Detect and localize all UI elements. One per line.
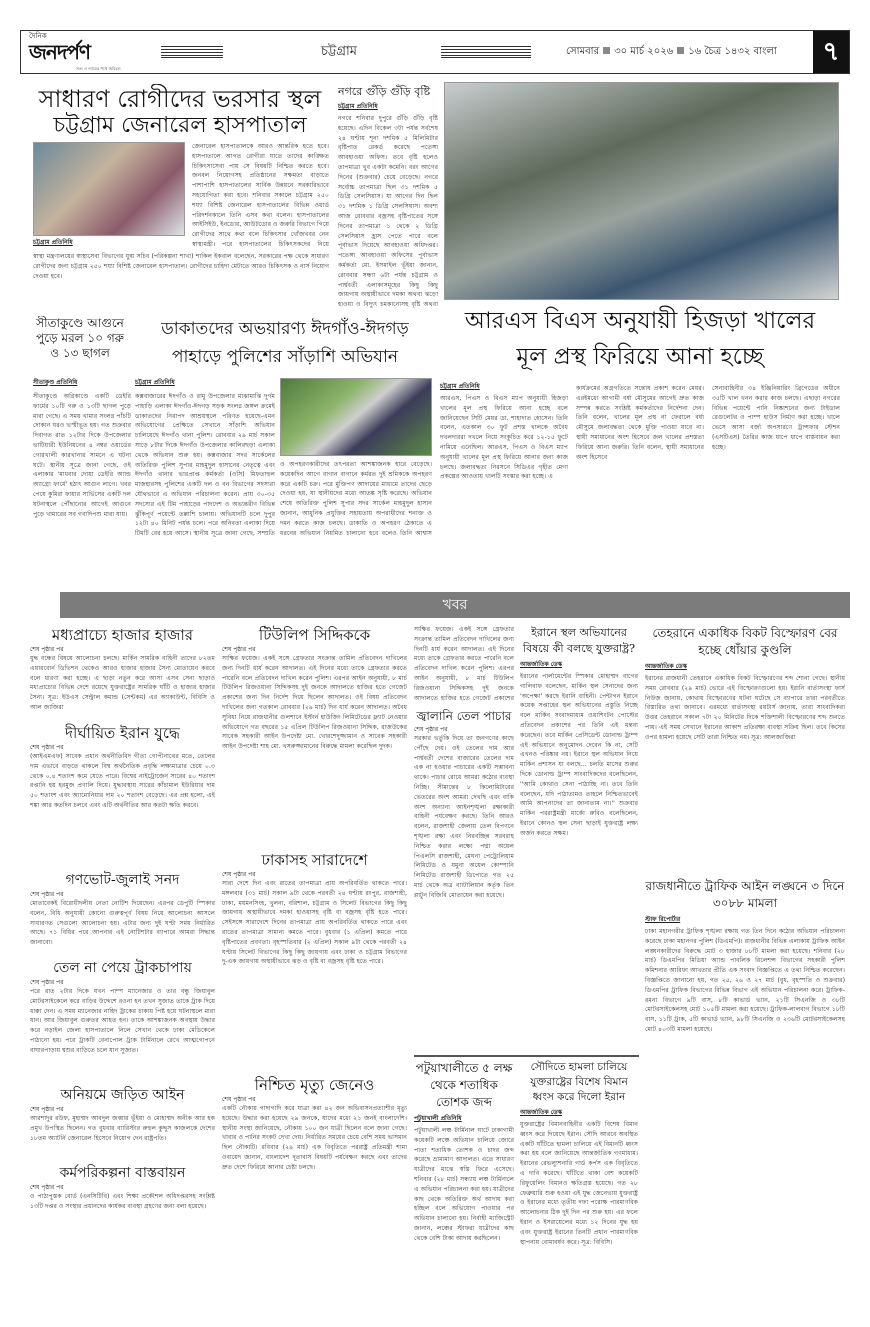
news-item (30, 625, 215, 723)
khobor-column-2 (222, 625, 407, 1320)
saudi-byline: আন্তর্জাতিক ডেস্ক (520, 1109, 562, 1116)
saudi-body: যুক্তরাষ্ট্রের বিমানবাহিনীর একটি বিশেষ বিমান ধ্বংস করে দিয়েছে ইরান। সৌদি আরবে অবস্থিত একটি ঘাঁটিতে হামলা চালিয়ে এই বিমানটি ধ্বংস করা হয় বলে জানিয়েছে আন্তর্জাতিক গণমাধ্যম। ইরানের রেভল্যুশনারি গার্ড কর্পস এক বিবৃতিতে এ দাবি করেছে। ঘাঁটিতে থাকা বেশ কয়েকটি রিফুয়েলিং বিমানও ক্ষতিগ্রস্ত হয়েছে। গত ২৮ ফেব্রুয়ারি শুরু হওয়া এই যুদ্ধ জেনেভায় যুক্তরাষ্ট্র ও ইরানের মধ্যে তৃতীয় দফা পরোক্ষ পারমাণবিক আলোচনার ঠিক দুই দিন পর শুরু হয়। এর ফলে ইরান ও ইসরায়েলের মধ্যে ১২ দিনের যুদ্ধ হয় এবং যুক্তরাষ্ট্র ইরানের তিনটি প্রধান পারমাণবিক স্থাপনায় বোমাবর্ষণ করে। সূত্র: বিবিসি। (520, 1121, 638, 1246)
hospital-photo (33, 142, 185, 236)
sitakunda-byline: সীতাকুণ্ড প্রতিনিধি (33, 379, 78, 386)
iran-ground-body: ইরানের পার্লামেন্টের স্পিকার মোহাম্মদ বাগের গালিবাফ বলেছেন, মার্কিন স্থল সেনাদের জন্য 'অপেক্ষা' করছে ইরানি বাহিনী। পেন্টাগন ইরানে কয়েক সপ্তাহের স্থল অভিযানের প্রস্তুতি নিচ্ছে বলে মার্কিন সংবাদমাধ্যম ওয়াশিংটন পোস্টের প্রতিবেদন প্রকাশের পর তিনি এই মন্তব্য করেছেন। তবে মার্কিন প্রেসিডেন্ট ডোনাল্ড ট্রাম্প এই অভিযানে অনুমোদন দেবেন কি না, সেটি এখনও পরিষ্কার নয়। ইরানে স্থল অভিযান নিয়ে মার্কিন প্রশাসন যা বলছে... চলতি মাসের শুরুর দিকে ডোনাল্ড ট্রাম্প সাংবাদিকদের বলেছিলেন, ''আমি কোথাও সেনা পাঠাচ্ছি না। তবে তিনি বলেছেন, যদি পাঠাতামও তাহলে নিশ্চিতভাবেই আমি আপনাদের তা জানাতাম না।'' শুক্রবার মার্কিন পররাষ্ট্রমন্ত্রী মার্কো রুবিও বলেছিলেন, ইরানে কোনও স্থল সেনা ছাড়াই যুক্তরাষ্ট্র লক্ষ্য অর্জন করতে সক্ষম। (520, 673, 638, 837)
news-body: মোতাবেকই বিরোধীদলীয় নেতা নোটিশ দিয়েছেন। এরপর ডেপুটি স্পিকার বলেন, বিধি অনুযায়ী কোনো গুরুত্বপূর্ণ বিষয় নিয়ে আলোচনা আসলে সাধারণত সেগুলো আলোচনা হয়। এটার জন্য দুই ঘণ্টা সময় নির্ধারিত আছে। ৭১ বিধির পরে আপনার এই নোটিশটার ব্যাপারে আমরা সিদ্ধান্ত জানাবো। (30, 900, 215, 947)
news-body: সারা দেশে দিন এবং রাতের তাপমাত্রা প্রায় অপরিবর্তিত থাকতে পারে। মঙ্গলবার (৩১ মার্চ) সকাল ৯টা থেকে পরবর্তী ২৪ ঘণ্টায় রংপুর, রাজশাহী, ঢাকা, ময়মনসিংহ, খুলনা, বরিশাল, চট্টগ্রাম ও সিলেট বিভাগের কিছু কিছু জায়গায় অস্থায়ীভাবে দমকা হাওয়াসহ বৃষ্টি বা বজ্রসহ বৃষ্টি হতে পারে। সেইসঙ্গে সারাদেশে দিনের তাপমাত্রা প্রায় অপরিবর্তিত থাকতে পারে এবং রাতের তাপমাত্রা সামান্য কমতে পারে। বুধবার (১ এপ্রিল) কমতে পারে বৃষ্টিপাতের প্রবণতা। বৃহস্পতিবার (২ এপ্রিল) সকাল ৯টা থেকে পরবর্তী ২৪ ঘণ্টায় সিলেট বিভাগের কিছু কিছু জায়গায় এবং ঢাকা ও চট্টগ্রাম বিভাগের দু-এক জায়গায় অস্থায়ীভাবে ঝড় ও বৃষ্টি বা বজ্রসহ বৃষ্টি হতে পারে। (222, 880, 407, 966)
news-headline[interactable]: মধ্যপ্রাচ্যে হাজার হাজার (51, 626, 194, 644)
dakat-headline-1[interactable]: ডাকাতদের অভয়ারণ্য ঈদগাঁও-ঈদগড় (161, 319, 409, 339)
news-body: সাক্ষির ফয়েজ। একই সঙ্গে গ্রেফতার সংক্রান্ত তামিল প্রতিবেদন দাখিলের জন্য দিনটি ধার্য করেন আদালত। এই দিনের মধ্যে তাকে গ্রেফতার করতে পারেনি বলে প্রতিবেদন দাখিল করেন পুলিশ। এরপর আইন অনুযায়ী, ৮ মার্চ টিউলিপ রিজওয়ানা সিদ্দিকসহ দুই জনকে আদালতে হাজির হতে গেজেট প্রকাশের (414, 626, 514, 702)
traffic-byline: স্টাফ রিপোর্টার (645, 916, 681, 923)
masthead (20, 30, 850, 74)
hospital-headline-2[interactable]: চট্টগ্রাম জেনারেল হাসপাতাল (53, 113, 307, 138)
news-headline[interactable]: জ্বালানি তেল পাচার (416, 709, 512, 723)
paper-logo[interactable]: জনদর্পণ (29, 40, 91, 64)
right-column (645, 625, 845, 1320)
news-body: সাক্ষির ফয়েজ। একই সঙ্গে গ্রেফতার সংক্রান্ত তামিল প্রতিবেদন দাখিলের জন্য দিনটি ধার্য করেন আদালত। এই দিনের মধ্যে তাকে গ্রেফতার করতে পারেনি বলে প্রতিবেদন দাখিল করেন পুলিশ। এরপর আইন অনুযায়ী, ৮ মার্চ টিউলিপ রিজওয়ানা সিদ্দিকসহ দুই জনকে আদালতে হাজির হতে গেজেট প্রকাশের জন্য দিন নির্দেশ দিয়ে ছিলেন আদালত। ওই বিষয় প্রতিবেদন দাখিলের জন্য গতকাল রোববার (২৯ মার্চ) দিন ধার্য করেন আদালত। অবৈধ সুবিধা নিয়ে রাজধানীর গুলশানে ইস্টার্ন হাউজিং লিমিটেডের ফ্ল্যাট নেওয়ার অভিযোগে গত বছরের ১৫ এপ্রিল টিউলিপ রিজওয়ানা সিদ্দিক, রাজউকের সাবেক সহকারী আইন উপদেষ্টা মো. খোরশেদুজ্জামান ও সাবেক সহকারী আইন উপদেষ্টা শাহ মো. খসরুজ্জামানের বিরুদ্ধে মামলা করেছিল দুদক। (222, 655, 407, 751)
news-item (222, 625, 407, 850)
continued-label: শেষ পৃষ্ঠার পর (222, 871, 256, 878)
section-bar-khobor: খবর (60, 592, 850, 618)
dakat-body: কক্সবাজারের ঈদগাঁও ও রামু উপজেলার মাঝামাঝি দুর্গম পাহাড়ি এলাকা ঈদগাঁও-ঈদগড় সড়ক সংলগ্ন জঙ্গল ক্রমেই ডাকাতদের নিরাপদ আশ্রয়স্থলে পরিণত হয়েছে-এমন অভিযোগের প্রেক্ষিতে সেখানে সাঁড়াশি অভিযান চালিয়েছে ঈদগাঁও থানা পুলিশ। রোববার ২৯ মার্চ সকাল সাড়ে ৮টার দিকে ঈদগাঁও উপজেলার কালিরছড়া এলাকা থেকে অভিযান শুরু হয়। কক্সবাজার সদর সার্কেলের অতিরিক্ত পুলিশ সুপার মাহমুদুল হাসানের নেতৃত্বে এবং ঈদগাঁও থানার ভারপ্রাপ্ত কর্মকর্তা (ওসি) মিফতাহুল মাজহারসহ পুলিশের একটি দল ও বন বিভাগের সদস্যরা যৌথভাবে এ অভিযান পরিচালনা করেন। প্রায় ৩০-৩৫ সদস্যের এই টিম পাহাড়ের পাদদেশ ও অভ্যন্তরীণ বিভিন্ন ঝুঁকিপূর্ণ পয়েন্টে তল্লাশি চালায়। অভিযানটি চলে দুপুর ১২টা ৪০ মিনিট পর্যন্ত চলে। পরে অনিবতা এলাকা দিয়ে টিমটি বের হয়ে আসে। স্থানীয় সূত্রে জানা গেছে, সম্প্রতি (135, 393, 275, 538)
section-name: চট্টগ্রাম (321, 44, 357, 59)
patuakhali-headline[interactable]: পটুয়াখালীতে ৫ লক্ষ থেকে শতাধিক তোশক জব্দ (415, 1061, 513, 1109)
iran-ground-article (520, 625, 638, 1050)
dakat-body-right: ও অপহরণকারীদের তৎপরতা আশঙ্কাজনক হারে বেড়েছে। কয়েকদিন আগে বাগান বাগানে কর্মরত দুই শ্রমিককে অপহরণ করে একটি চক্র। পরে মুক্তিপণ আদায়ের মাধ্যমে তাদের ছেড়ে দেওয়া হয়, যা স্থানীয়দের মধ্যে আতঙ্ক সৃষ্টি করেছে। অভিযান শেষে অতিরিক্ত পুলিশ সুপার সদর সার্কেল মাহমুদুল হাসান জানান, আধুনিক প্রযুক্তির সহায়তায় অপরাধীদের শনাক্ত ও দমন করতে কাজ চলছে। ডাকাতি ও অপহরণ ঠেকাতে এ ধরনের অভিযান নিয়মিত চালানো হবে বলেও তিনি আশ্বাস (280, 461, 432, 537)
divider (414, 1055, 639, 1057)
iran-ground-headline[interactable]: ইরানে স্থল অভিযানের বিষয়ে কী বলছে যুক্তরাষ্ট্র? (522, 626, 636, 655)
square-separator-icon (677, 47, 684, 54)
khobor-column-1 (30, 625, 215, 1320)
news-headline[interactable]: গণভোট-জুলাই সনদ (65, 872, 180, 888)
fuel-smuggling-body: সরকার ভর্তুকি দিয়ে তা জনগণের কাছে পৌঁছে দেয়। ওই তেলের দাম আর পার্শ্ববর্তী দেশের বাজারের তেলের দাম এক না হওয়ার পাচারের একটি সম্ভাবনা থাকে। পাচার রোধে আমরা কঠোর ব্যবস্থা নিচ্ছি। সীমান্তের ৮ কিলোমিটারের ভেতরের অংশ আমরা দেখছি এবং বাকি অংশ অন্যান্য আইনশৃঙ্খলা রক্ষাকারী বাহিনী পর্যবেক্ষণ করছে। তিনি আরও বলেন, রাজশাহী জেলায় তেল বিপণনে শৃঙ্খলা রক্ষা এবং নিরবচ্ছিন্ন সরবরাহ নিশ্চিত করার লক্ষ্যে পদ্মা অয়েল পিএলসি রাজশাহী, মেঘনা পেট্রোলিয়াম লিমিটেড ও যমুনা অয়েল কোম্পানি লিমিটেড রাজশাহী ডিপোতে গত ২৫ মার্চ থেকে অত্র ব্যাটালিয়ান কর্তৃক তিন প্লাটুন বিজিবি মোতায়েন করা হয়েছে। (414, 735, 514, 899)
hijra-headline-1[interactable]: আরএস বিএস অনুযায়ী হিজড়া খালের (464, 308, 816, 334)
news-headline[interactable]: টিউলিপ সিদ্দিককে (258, 626, 371, 644)
news-body: (আইএমএফ) সাবেক প্রধান অর্থনীতিবিদ গীতা গোপীনাথের মতে, তেলের দাম এভাবে বাড়তে থাকলে বিশ্ব অর্থনৈতিক প্রবৃদ্ধি লক্ষ্যমাত্রার চেয়ে ০.৩ থেকে ০.৪ শতাংশ কমে যেতে পারে। বিশ্বের নাইট্রোজেন সারের ৪০ শতাংশ রপ্তানি হয় হরমুজ প্রণালি দিয়ে। যুদ্ধাবস্থায় সারের কাঁচামাল ইউরিয়ার দাম ৫০ শতাংশ এবং অ্যামোনিয়ার দাম ২০ শতাংশ বেড়েছে। এর প্রশ্ন হলো, এই শঙ্কা আর কতদিন চলবে এবং এটি অর্থনীতির আর কতটা ক্ষতি করবে। (30, 753, 215, 809)
continued-label: শেষ পৃষ্ঠার পর (30, 1106, 64, 1113)
continued-label: শেষ পৃষ্ঠার পর (30, 979, 64, 986)
news-headline[interactable]: কর্মপরিকল্পনা বাস্তবায়ন (59, 1165, 186, 1181)
news-item (30, 723, 215, 870)
news-body: আরশাদুর রউফ, মুহাম্মদ আবদুল জব্বার ভূঁইয়া ও মোহাম্মদ অনীক আর হক প্রমুখ উপস্থিত ছিলেন। গত বুধবার ব্যারিস্টার রুহুল কুদ্দুস কাজলকে দেশের ১৮তম অ্যাটর্নি জেনারেল হিসেবে নিয়োগ দেন রাষ্ট্রপতি। (30, 1115, 215, 1142)
news-headline[interactable]: দীর্ঘায়িত ইরান যুদ্ধে (65, 724, 180, 742)
rain-headline[interactable]: নগরে গুঁড়ি গুঁড়ি বৃষ্টি (338, 85, 431, 98)
dateline (566, 45, 777, 59)
continued-label: শেষ পৃষ্ঠার পর (30, 744, 64, 751)
news-item (222, 1075, 407, 1300)
patuakhali-article (414, 1060, 514, 1320)
hospital-byline: চট্টগ্রাম প্রতিনিধি (33, 239, 73, 246)
news-headline[interactable]: নিশ্চিত মৃত্যু জেনেও (254, 1076, 375, 1094)
hospital-body: জেনারেল হাসপাতালকে আরও আন্তরিক হতে হবে। হাসপাতালে আগত রোগীরা যাতে তাদের কাঙ্ক্ষিত চিকিৎসাসেবা পায় সে বিষয়টি নিশ্চিত করতে হবে। জনবল নিয়োগসহ প্রতিষ্ঠানের সক্ষমতা বাড়াতে পাশাপাশি হাসপাতালের সার্বিক উন্নয়নে সরকারিভাবে সহযোগিতা করা হবে। শনিবার সকালে চট্টগ্রাম ২৫০ শয্যা বিশিষ্ট জেনারেল হাসপাতালের বিভিন্ন ওয়ার্ড পরিদর্শনকালে তিনি এসব কথা বলেন। হাসপাতালের আইসিইউ, ইনডোর, আউটডোর ও জরুরি বিভাগে গিয়ে রোগীদের সাথে কথা বলে চিকিৎসার খোঁজখবর নেন স্বাস্থ্যমন্ত্রী। পরে হাসপাতালের চিকিৎসকদের নিয়ে (192, 143, 329, 248)
news-item (30, 958, 215, 1085)
tehran-body: ইরানের রাজধানী তেহরানে একাধিক বিকট বিস্ফোরণের শব্দ শোনা গেছে। স্থানীয় সময় রোববার (২৯ মার্চ) ভোরে এই বিস্ফোরণগুলো হয়। ইরানি বার্তাসংস্থা ফার্স নিউজ জানায়, কোথায় বিস্ফোরণের ঘটনা ঘটেছে সে ব্যাপারে তারা পরবর্তীতে বিস্তারিত তথ্য জানাবে। এরমধ্যে বার্তাসংস্থা রয়টার্স জানায়, তারা সাংবাদিকরা উত্তর তেহরানে সকাল ৭টা ২০ মিনিটের দিকে শক্তিশালী বিস্ফোরণের শব্দ শুনতে পায়। এই সময় সেখানে ইরানের আকাশ প্রতিরক্ষা ব্যবস্থা সক্রিয় ছিল। তবে কিসের ওপর হামলা হয়েছে সেটি তারা নিশ্চিত নয়। সূত্র: আলজাজিরা (645, 675, 845, 741)
iran-ground-byline: আন্তর্জাতিক ডেস্ক (520, 661, 562, 668)
continued-label: শেষ পৃষ্ঠার পর (222, 1096, 256, 1103)
decorative-rules-left (161, 46, 223, 58)
sitakunda-headline[interactable]: সীতাকুণ্ডে আগুনে পুড়ে মরল ১০ গরু ও ১৩ ছাগল (36, 316, 124, 360)
weekday: সোমবার (566, 46, 600, 57)
news-body: যুদ্ধ বন্ধের বিষয়ে আলোচনা চলছে। মার্কিন সামরিক বাহিনী তাদের ৮২তম এয়ারবোর্ন ডিভিশন থেকেও আরও হাজার হাজার সৈন্য মোতায়েন করবে বলে ধারণা করা হচ্ছে। এ ছাড়া নতুন করে আসা এসব সেনা ছাড়াও মধ্যপ্রাচ্যের বিভিন্ন দেশে রয়েছে যুক্তরাষ্ট্রের সামরিক ঘাঁটি ও হাজার হাজার সৈন্য। সূত্র: ইউএস সেন্ট্রাল কমান্ড (সেন্টকম) এর অ্যাকাউন্ট, বিবিসি ও আল জাজিরা (30, 655, 215, 711)
hijra-body-col1: আরএস, পিএস ও বিএস ম্যাপ অনুযায়ী হিজড়া খালের মূল প্রস্থ ফিরিয়ে আনা হচ্ছে বলে জানিয়েছেন সিটি মেয়র ডা. শাহাদাত হোসেন। তিনি বলেন, এতকাল ৩০ ফুট প্রশস্ত খালকে অবৈধ দখলদাররা দখলে নিয়ে সংকুচিত করে ১২-১৫ ফুটে নামিয়ে এনেছিল। আরএস, পিএস ও বিএস ম্যাপ অনুযায়ী খালের মূল প্রস্থ ফিরিয়ে আনার জন্য কাজ চলছে। জলাবদ্ধতা নিরসনে সিডিএর গৃহীত মেগা প্রকল্পের আওতায় খালটি সংস্কার করা হচ্ছে। এ (440, 395, 568, 481)
news-item (30, 1085, 215, 1163)
tehran-byline: আন্তর্জাতিক ডেস্ক (645, 663, 687, 670)
paper-tagline: সত্য ও ন্যায়ের পথে অবিচল (76, 66, 121, 71)
saudi-article (520, 1060, 638, 1320)
continued-label: শেষ পৃষ্ঠার পর (30, 646, 64, 653)
continued-label: শেষ পৃষ্ঠার পর (414, 726, 448, 733)
continued-label: শেষ পৃষ্ঠার পর (30, 891, 64, 898)
news-item (30, 870, 215, 958)
hospital-body-lower: স্বাস্থ্য মন্ত্রণালয়ের স্বাস্থ্যসেবা বিভাগের যুগ্ম সচিব (পরিকল্পনা শাখা) শাকিল ইকবাল বলেছেন, সরকারের পক্ষ থেকে সাধারণ রোগীদের জন্য চট্টগ্রাম ২৫০ শয্যা বিশিষ্ট জেনারেল হাসপাতাল। রোগীদের চাহিদা মেটাতে আরও চিকিৎসক ও নার্স নিয়োগ দেওয়া হবে। (33, 253, 329, 280)
rain-body: নগরে শনিবার দুপুরে গুঁড়ি গুঁড়ি বৃষ্টি হয়েছে। এদিন বিকেল ৩টা পর্যন্ত সর্বশেষ ২৪ ঘণ্টায় শূন্য দশমিক ৫ মিলিমিটার বৃষ্টিপাত রেকর্ড করেছে পতেঙ্গা আবহাওয়া অফিস। তবে বৃষ্টি হলেও তাপমাত্রা খুব একটা কমেনি। বরং আগের দিনের (শুক্রবার) চেয়ে বেড়েছে। নগরে সর্বোচ্চ তাপমাত্রা ছিল ৩১ দশমিক ৫ ডিগ্রি সেলসিয়াস। যা আগের দিন ছিল ৩১ দশমিক ১ ডিগ্রি সেলসিয়াস। অবশ্য আজ রোববার বজ্রসহ বৃষ্টিপাতের সঙ্গে দিনের তাপমাত্রা ১ থেকে ২ ডিগ্রি সেলসিয়াস হ্রাস পেতে পারে বলে পূর্বাভাস দিয়েছে আবহাওয়া অধিদপ্তর। পতেঙ্গা আবহাওয়া অফিসের পূর্বাভাস কর্মকর্তা মো. ইসমাইল ভূঁইয়া জানান, রোববার সন্ধ্যা ৬টা পর্যন্ত চট্টগ্রাম ও পার্শ্ববর্তী এলাকাসমূহের কিছু কিছু জায়গায় অস্থায়ীভাবে দমকা অথবা ঝড়ো হাওয়া ও বিদ্যুৎ চমকানোসহ বৃষ্টি অথবা (338, 115, 438, 309)
news-item (30, 1163, 215, 1231)
bangla-date: ১৬ চৈত্র ১৪৩২ বাংলা (688, 46, 777, 57)
patuakhali-body: পটুয়াখালী লঞ্চ টার্মিনাল ঘাটে ঢাকাগামী কয়েকটি লঞ্চে অভিযান চালিয়ে জোরে পাতা শতাধিক তোশক ও চাদর জব্দ করেছে ভ্রাম্যমাণ আদালত। এতে সাধারণ যাত্রীদের মাঝে স্বস্তি ফিরে এসেছে। শনিবার (২৮ মার্চ) সন্ধ্যায় লঞ্চ টার্মিনালে এ অভিযান পরিচালনা করা হয়। যাত্রীদের কাছ থেকে অতিরিক্ত অর্থ আদায় করা হচ্ছিল বলে অভিযোগ পাওয়ার পর অভিযান চালানো হয়। নির্বাহী ম্যাজিস্ট্রেট জানান, লঞ্চের স্টাফরা যাত্রীদের কাছ থেকে বেশি টাকা আদায় করছিলেন। (414, 1127, 514, 1242)
rain-byline: চট্টগ্রাম প্রতিনিধি (338, 103, 378, 110)
decorative-rules-right (441, 46, 531, 58)
traffic-body: ঢাকা মহানগরীর ট্রাফিক শৃঙ্খলা রক্ষায় গত তিন দিনে কঠোর অভিযান পরিচালনা করেছে ঢাকা মহানগর পুলিশ (ডিএমপি)। রাজধানীর বিভিন্ন এলাকায় ট্রাফিক আইন লঙ্ঘনকারীদের বিরুদ্ধে মোট ৩ হাজার ৮৮টি মামলা করা হয়েছে। শনিবার (২৮ মার্চ) ডিএমপির মিডিয়া অ্যান্ড পাবলিক রিলেশন্স বিভাগের সহকারী পুলিশ কমিশনার আরিফা আখতার প্রীতি এক সংবাদ বিজ্ঞপ্তিতে এ তথ্য নিশ্চিত করেছেন। বিজ্ঞপ্তিতে জানানো হয়, গত ২৫, ২৬ ও ২৭ মার্চ (বুধ, বৃহস্পতি ও শুক্রবার) ডিএমপির ট্রাফিক বিভাগের বিভিন্ন বিভাগ এই অভিযান পরিচালনা করে। ট্রাফিক-রমনা বিভাগে ৯টি বাস, ৮টি কাভার্ড ভ্যান, ২১টি সিএনজি ও ৩৮টি মোটরসাইকেলসহ মোট ১০৫টি মামলা করা হয়েছে। ট্রাফিক-লালবাগ বিভাগে ১৮টি বাস, ১১টি ট্রাক, ৫টি কাভার্ড ভ্যান, ৯৮টি সিএনজি ও ২৩৬টি মোটরসাইকেলসহ মোট ৪০৩টি মামলা হয়েছে। (645, 928, 845, 1033)
dakat-headline-2[interactable]: পাহাড়ে পুলিশের সাঁড়াশি অভিযান (171, 347, 399, 367)
hijra-body-col2: কার্যক্রমের অগ্রগতিতে সন্তোষ প্রকাশ করেন মেয়র। এরইমধ্যে আগামী বর্ষা মৌসুমের আগেই দ্রুত কাজ সম্পন্ন করতে সংশ্লিষ্ট কর্মকর্তাদের নির্দেশনা দেন। তিনি বলেন, খালের মূল প্রস্থ না ফেরালে বর্ষা মৌসুমে জলাবদ্ধতা থেকে মুক্তি পাওয়া যাবে না। স্থায়ী সমাধানের অংশ হিসেবে জল খালের প্রশস্ততা ফিরিয়ে আনা জরুরি। তিনি বলেন, স্থায়ী সমাধানের অংশ হিসেবে (576, 385, 704, 461)
news-body: একটি নৌকায় গাদাগাদি করে যাত্রা করা ৪২ জন অভিবাসনপ্রত্যাশীর মৃত্যু হয়েছে। উদ্ধার করা হয়েছে ২৯ জনকে, যাদের মধ্যে ২১ জনই বাংলাদেশি। স্থানীয় সংস্থা জানিয়েছে, নৌকায় ১০০ জন যাত্রী ছিলেন বলে জানা গেছে। খাবার ও পানির সংকট দেখা দেয়। নির্ধারিত সময়ের চেয়ে বেশি সময় ভাসমান ছিল নৌকাটি। রবিবার (২৯ মার্চ) এক বিবৃতিতে পররাষ্ট্র প্রতিমন্ত্রী শামা ওবায়েদ জানান, বাংলাদেশ দূতাবাস বিষয়টি পর্যবেক্ষণ করছে এবং তাদের দ্রুত দেশে ফিরিয়ে আনার চেষ্টা চলছে। (222, 1105, 407, 1171)
khobor-column-3 (414, 625, 514, 1050)
news-headline[interactable]: ঢাকাসহ সারাদেশে (261, 851, 368, 869)
hijra-canal-photo (444, 82, 839, 300)
news-body: পরে রাত ২টার দিকে যখন পাম্প ম্যানেজার ও তার বন্ধু জিয়াবুল মোটরসাইকেলে করে বাড়ির উদ্দেশে রওনা হন তখন সুজাত তাকে ট্রাক দিয়ে ধাক্কা দেন। এ সময় ম্যানেজার নাহিদ ট্রাকের চাকায় পিষ্ট হয়ে ঘটনাস্থলে মারা যান। আর জিয়াবুল গুরুতর আহত হন। তাকে আশঙ্কাজনক অবস্থায় উদ্ধার করে নড়াইল জেলা হাসপাতালে নিলে সেখান থেকে ঢাকা মেডিকেলে পাঠানো হয়। পরে ট্রাকটি বেনাপোল ট্রাক টার্মিনালে রেখে আত্মগোপনে বাঘারপাড়ায় শ্বশুর বাড়িতে চলে যান সুজাত। (30, 988, 215, 1054)
dakat-photo (280, 378, 432, 456)
patuakhali-byline: পটুয়াখালী প্রতিনিধি (414, 1115, 462, 1122)
continued-label: শেষ পৃষ্ঠার পর (222, 646, 256, 653)
tehran-headline[interactable]: তেহরানে একাধিক বিকট বিস্ফোরণ বের হচ্ছে ধোঁয়ার কুণ্ডলি (652, 626, 838, 657)
page-number: ৭ (813, 31, 849, 73)
traffic-headline[interactable]: রাজধানীতে ট্রাফিক আইন লঙ্ঘনে ৩ দিনে ৩০৮৮ মামলা (645, 879, 845, 910)
hijra-headline-2[interactable]: মূল প্রস্থ ফিরিয়ে আনা হচ্ছে (516, 344, 764, 370)
hospital-headline-1[interactable]: সাধারণ রোগীদের ভরসার স্থল (38, 85, 322, 113)
news-body: ও পাঠ্যপুস্তক বোর্ড (এনসিটিবি) এবং শিক্ষা প্রকৌশল অধিদপ্তরসহ সংশ্লিষ্ট ১৩টি দপ্তর ও সংস্থার প্রধানদের কার্যকর ব্যবস্থা গ্রহণের জন্য বলা হয়েছে। (30, 1193, 215, 1210)
news-headline[interactable]: অনিয়মে জড়িত আইন (60, 1087, 185, 1103)
hijra-body-col3: সেনাবাহিনীর ৩৪ ইঞ্জিনিয়ারিং ব্রিগেডের অধীনে ৩৫টি খাল খনন করার কাজ চলছে। এছাড়া নগরের বিভিন্ন পয়েন্টে পানি নিষ্কাশনের জন্য টাইডাল রেগুলেটর ও পাম্প হাউস নির্মাণ করা হচ্ছে। খালে ভেসে আসা বর্জ্য অপসারণে ট্রান্সফার স্টেশন (এসটিএস) তৈরির কাজ ধাপে ধাপে বাস্তবায়ন করা হচ্ছে। (712, 385, 840, 451)
dakat-byline: চট্টগ্রাম প্রতিনিধি (135, 379, 175, 386)
saudi-headline[interactable]: সৌদিতে হামলা চালিয়ে যুক্তরাষ্ট্রের বিশেষ বিমান ধ্বংস করে দিলো ইরান (530, 1061, 628, 1103)
news-headline[interactable]: তেল না পেয়ে ট্রাকচাপায় (53, 960, 192, 976)
paper-prefix: দৈনিক (29, 32, 47, 40)
square-separator-icon (603, 47, 610, 54)
gregorian-date: ৩০ মার্চ ২০২৬ (614, 46, 674, 57)
continued-label: শেষ পৃষ্ঠার পর (30, 1184, 64, 1191)
news-item (222, 850, 407, 1075)
sitakunda-body: সীতাকুণ্ডে অগ্নিকাণ্ডে একটি ডেইরি ফার্মের ১০টি গরু ও ১৩টি ছাগল পুড়ে মারা গেছে। এ সময় খামার সংলগ্ন পাঁচটি দোকান ঘরও ভস্মীভূত হয়। গত শুক্রবার দিবাগত রাত ১২টার দিকে উপজেলার ভাটিয়ারী ইউনিয়নের ৪ নম্বর ওয়ার্ডের গোরখালী কারখানার সামনে এ ঘটনা ঘটে। স্থানীয় সূত্রে জানা গেছে, ওই এলাকার 'মাধবার দোয়া ডেইরি অ্যান্ড অ্যাগ্রো ফার্মে' হঠাৎ আগুন লাগে। খবর পেয়ে কুমিরা ফায়ার সার্ভিসের একটি দল ঘটনাস্থলে পৌঁছানোর আগেই আগুনে পুড়ে খামারের সব গবাদিপশু মারা যায়। (33, 393, 131, 518)
hijra-byline: চট্টগ্রাম প্রতিনিধি (440, 383, 480, 390)
